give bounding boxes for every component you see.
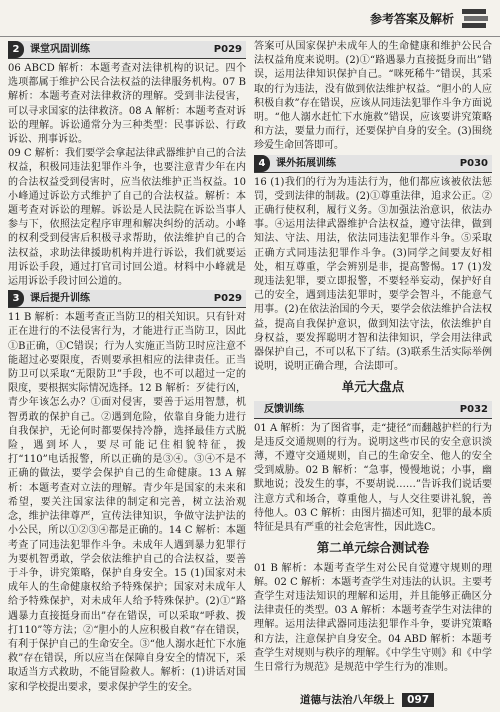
answers-16-17: 16 (1)我们的行为为违法行为，他们都应该被依法惩罚，受到法律的制裁。(2)①尊重法律，追求公正。②正确行使权利，履行义务。③加强法治意识，依法办事。④运用法律武器维护合法权益，遵守法律，做到知法、守法、用法，依法同违法犯罪作斗争。⑤采取正确方式同违法犯罪作斗争。(3)同学之间要友好相处，相互尊重，学会辨别是非，提高警惕。17 (1)发现违法犯罪，要立即报警，不要轻举妄动，保护好自己的安全，遇到违法犯罪时，要学会智斗，不能意气用事。(2)在依法治国的今天，要学会依法维护合法权益，提高自我保护意识，做到知法守法，依法维护自身权益，要发挥聪明才智和法律知识，学会用法律武器保护自己，不可以私下了结。(3)联系生活实际举例说明，说明正确合理，合法即可。 xyxy=(254,176,492,373)
answers-feedback-01-03: 01 A 解析：为了图省事，走“捷径”而翻越护栏的行为是违反交通规则的行为。说明这些市民的安全意识淡薄，不遵守交通规则，自己的生命安全、他人的安全受到威胁。02 B 解析：“急事，慢慢地说；小事，幽默地说；没发生的事，不要胡说……”告诉我们说话要注意方式和场合，尊重他人，与人交往要讲礼貌，善待他人。03 C 解析：由图片描述可知，犯罪的最本质特征是具有严重的社会危害性，因此选C。 xyxy=(254,422,492,534)
page-number: 097 xyxy=(402,693,434,707)
section-bar-extension xyxy=(254,155,492,173)
answers-11-15: 11 B 解析：本题考查正当防卫的相关知识。只有针对正在进行的不法侵害行为，才能进行正当防卫，因此①B正确，①C错误；行为人实施正当防卫时应注意不能超过必要限度，否则要承担相应的法律责任。正当防卫可以采取“无限防卫”手段，也不可以超过一定的限度，要根据实际情况选择。12 B 解析：歹徒行凶，青少年该怎么办？①面对侵害，要善于运用智慧，机智勇敢的保护自己。②遇到危险，依靠自身能力进行自我保护，无论何时都要保持冷静，选择最佳方式脱险，遇到坏人，要尽可能记住相貌特征，拨打“110”电话报警，所以正确的是③④。③④不是不正确的做法，要学会保护自己的生命健康。13 A 解析：本题考查对立法的理解。青少年是国家的未来和希望，要关注国家法律的制定和完善，树立法治观念，维护法律尊严，宣传法律知识，争做守法护法的小公民，所以①②③④都是正确的。14 C 解析：本题考查了同违法犯罪作斗争。未成年人遇到暴力犯罪行为要机智勇敢，学会依法维护自己的合法权益，要善于斗争，讲究策略，保护自身安全。15 (1)国家对未成年人的生命健康权给予特殊保护；国家对未成年人给予特殊保护，对未成年人给予特殊保护。(2)①“路遇暴力直接挺身而出”存在错误，可以采取“呼救、拨打110”等方法；②“胆小的人应积极自救”存在错误，有利于保护自己的生命安全。③“他人溺水赶忙下水施救”存在错误，所以应当在保障自身安全的情况下，采取适当方式救助，不能冒险救人。解析：(1)讲话对国家和学校提出要求，要求保护学生的安全。 xyxy=(8,312,246,693)
footer-subject: 道德与法治八年级上 xyxy=(300,694,395,706)
answers-test-01-04: 01 B 解析：本题考查学生对公民自觉遵守规则的理解。02 C 解析：本题考查学生对违法的认识。主要考查学生对违法知识的理解和运用，并且能够正确区分法律责任的类型。03 A 解析：本题考查学生对法律的理解。运用法律武器同违法犯罪作斗争，要讲究策略和方法，注意保护自身安全。04 ABD 解析：本题考查学生对规则与秩序的理解。《中学生守则》和《中学生日常行为规范》是规范中学生行为的准则。 xyxy=(254,562,492,673)
section-title: 课外拓展训练 xyxy=(276,157,336,169)
section-title: 课后提升训练 xyxy=(30,293,90,305)
page-footer xyxy=(300,692,490,707)
unit-review-title: 单元大盘点 xyxy=(341,379,405,395)
header-title: 参考答案及解析 xyxy=(369,12,454,26)
answers-09-10: 09 C 解析：我们要学会拿起法律武器维护自己的合法权益，积极同违法犯罪作斗争，也要注意青少年在内的合法权益受到侵害时，应当依法维护正当权益。10 小峰通过诉讼方式维护了自己的合法权益。解析：本题考查对诉讼的理解。诉讼是人民法院在诉讼当事人参与下，依照法定程序审理和解决纠纷的活动。小峰的权利受到侵害后积极寻求帮助，依法维护自己的合法权益，求助法律援助机构并进行诉讼，我们就要运用诉讼手段，通过打官司讨回公道。材料中小峰就是运用诉讼手段讨回公道的。 xyxy=(8,148,246,288)
section-title: 课堂巩固训练 xyxy=(30,44,90,55)
left-column xyxy=(8,40,246,695)
unit-test-title: 第二单元综合测试卷 xyxy=(316,540,430,556)
section-page-ref: P029 xyxy=(213,293,242,305)
section-page-ref: P029 xyxy=(213,44,242,55)
section-number: 2 xyxy=(8,41,24,58)
section-bar-feedback xyxy=(254,401,492,419)
section-number: 3 xyxy=(8,290,24,307)
section-page-ref: P032 xyxy=(459,403,488,415)
section-bar-after-class xyxy=(8,290,246,308)
page-header xyxy=(0,0,500,37)
answers-15-continued: 答案可从国家保护未成年人的生命健康和维护公民合法权益角度来说明。(2)①“路遇暴力直接挺身而出”错误，运用法律知识保护自己。“咪死稀牛”错误，其采取的行为违法，没有做到依法维护权益。“胆小的人应积极自救”存在错误，应该从同违法犯罪作斗争方面说明。“他人溺水赶忙下水施救”错误，应该要讲究策略和方法，要量力而行，还要保护自身的安全。(3)围绕珍爱生命回答即可。 xyxy=(254,41,492,152)
section-title: 反馈训练 xyxy=(264,403,304,415)
section-number: 4 xyxy=(254,155,270,172)
section-bar-classroom xyxy=(8,41,246,59)
right-column xyxy=(254,40,492,675)
answers-06-08: 06 ABCD 解析：本题考查对法律机构的识记。四个选项都属于维护公民合法权益的法律服务机构。07 B 解析：本题考查对法律救济的理解。受到非法侵害，可以寻求国家的法律救济。08 A 解析：本题考查对诉讼的理解。诉讼通常分为三种类型：民事诉讼、行政诉讼、刑事诉讼。 xyxy=(8,63,246,146)
section-page-ref: P030 xyxy=(459,157,488,169)
book-stack-icon xyxy=(460,6,490,30)
